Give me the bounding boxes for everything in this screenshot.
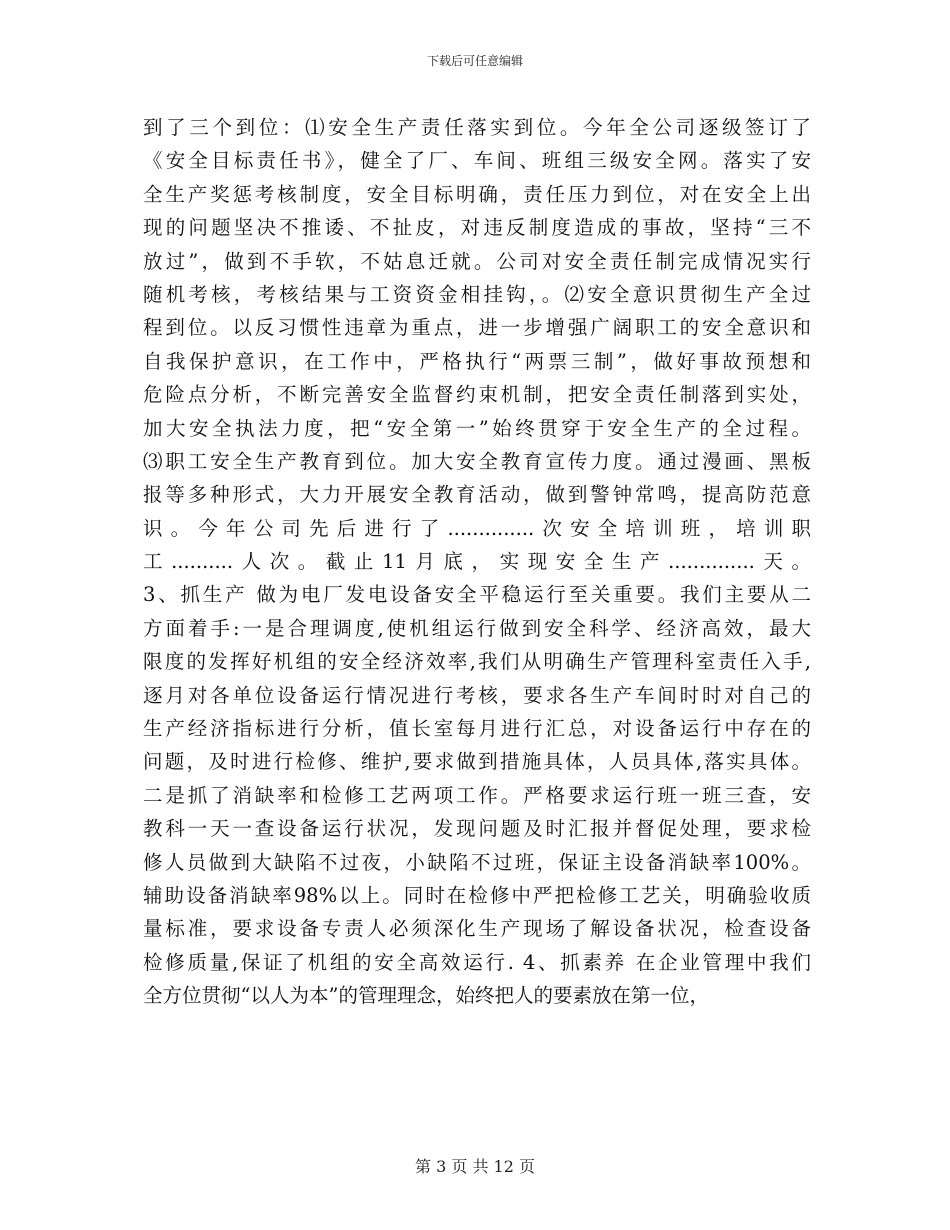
text-line: 逐月对各单位设备运行情况进行考核，要求各生产车间时时对自己的 [143, 683, 811, 707]
text-line: 全生产奖惩考核制度，安全目标明确，责任压力到位，对在安全上出 [143, 182, 811, 206]
text-line: ⑶职工安全生产教育到位。加大安全教育宣传力度。通过漫画、黑板 [143, 449, 811, 473]
text-line: 限度的发挥好机组的安全经济效率,我们从明确生产管理科室责任入手, [143, 650, 811, 674]
text-line: 教科一天一查设备运行状况，发现问题及时汇报并督促处理，要求检 [143, 817, 811, 841]
text-line: 问题，及时进行检修、维护,要求做到措施具体，人员具体,落实具体。 [143, 750, 811, 774]
text-line: 生产经济指标进行分析，值长室每月进行汇总，对设备运行中存在的 [143, 717, 811, 741]
text-line: 到了三个到位：⑴安全生产责任落实到位。今年全公司逐级签订了 [143, 116, 811, 139]
text-line: 全方位贯彻“以人为本”的管理理念，始终把人的要素放在第一位， [143, 984, 709, 1008]
text-line: 工..........人次。截止11月底，实现安全生产..............天。 [143, 550, 811, 574]
text-line: 辅助设备消缺率98%以上。同时在检修中严把检修工艺关，明确验收质 [143, 883, 811, 907]
text-line: 《安全目标责任书》，健全了厂、车间、班组三级安全网。落实了安 [143, 149, 811, 173]
page-number: 第 3 页 共 12 页 [415, 1157, 535, 1176]
text-line: 方面着手:一是合理调度,使机组运行做到安全科学、经济高效，最大 [143, 616, 811, 640]
page-header: 下载后可任意编辑 [426, 54, 523, 68]
text-line: 自我保护意识，在工作中，严格执行“两票三制”，做好事故预想和 [143, 349, 811, 373]
text-line: 随机考核，考核结果与工资资金相挂钩，。⑵安全意识贯彻生产全过 [143, 282, 811, 306]
text-line: 现的问题坚决不推诿、不扯皮，对违反制度造成的事故，坚持“三不 [143, 216, 811, 240]
text-line: 加大安全执法力度，把“安全第一”始终贯穿于安全生产的全过程。 [143, 416, 811, 440]
text-line: 检修质量,保证了机组的安全高效运行. 4、抓素养 在企业管理中我们 [143, 950, 811, 974]
text-line: 危险点分析，不断完善安全监督约束机制，把安全责任制落到实处， [143, 383, 811, 407]
text-line: 量标准，要求设备专责人必须深化生产现场了解设备状况，检查设备 [143, 917, 811, 941]
text-line: 识。今年公司先后进行了..............次安全培训班，培训职 [143, 516, 811, 540]
text-line: 3、抓生产 做为电厂发电设备安全平稳运行至关重要。我们主要从二 [143, 583, 811, 607]
text-line: 二是抓了消缺率和检修工艺两项工作。严格要求运行班一班三查，安 [143, 783, 811, 807]
text-line: 放过”，做到不手软，不姑息迁就。公司对安全责任制完成情况实行 [143, 249, 811, 273]
text-line: 报等多种形式，大力开展安全教育活动，做到警钟常鸣，提高防范意 [143, 483, 811, 507]
document-body [143, 111, 811, 1013]
text-line: 程到位。以反习惯性违章为重点，进一步增强广阔职工的安全意识和 [143, 316, 811, 340]
text-line: 修人员做到大缺陷不过夜，小缺陷不过班，保证主设备消缺率100%。 [143, 850, 811, 874]
